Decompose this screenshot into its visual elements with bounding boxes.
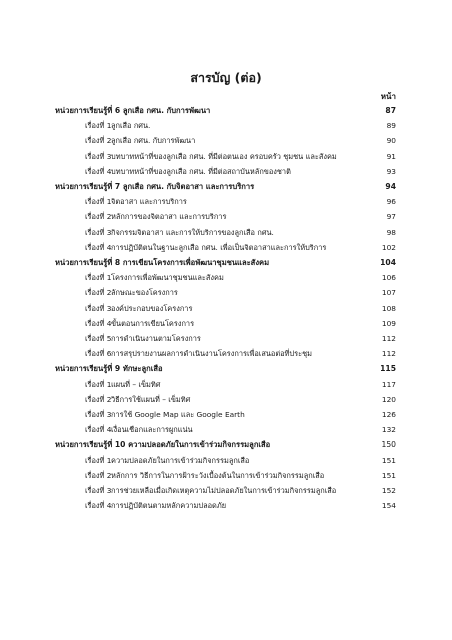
toc-page-number: 94 — [385, 182, 396, 192]
toc-entry-index: เรื่องที่ 1 — [85, 273, 112, 283]
toc-page-number: 150 — [381, 440, 396, 450]
toc-entry-index: เรื่องที่ 4 — [85, 501, 112, 511]
toc-entry-title: แผนที่ – เข็มทิศ — [111, 379, 161, 389]
toc-entry-title: การปฏิบัติตนตามหลักความปลอดภัย — [111, 501, 227, 511]
toc-page-number: 108 — [381, 303, 396, 313]
toc-entry-index: เรื่องที่ 4 — [85, 166, 112, 176]
toc-entry-title: หลักการของจิตอาสา และการบริการ — [111, 212, 227, 222]
toc-entry-index: เรื่องที่ 5 — [85, 334, 112, 344]
toc-entry-title: โครงการเพื่อพัฒนาชุมชนและสังคม — [111, 273, 224, 283]
toc-page-number: 112 — [381, 349, 396, 359]
toc-page-number: 151 — [381, 455, 396, 465]
toc-entry-index: เรื่องที่ 2 — [85, 470, 112, 480]
toc-entry-title: วิธีการใช้แผนที่ – เข็มทิศ — [111, 394, 191, 404]
toc-unit-row — [55, 437, 396, 452]
toc-entry-row — [55, 331, 396, 346]
toc-entry-index: เรื่องที่ 4 — [85, 242, 112, 252]
toc-page-number: 112 — [381, 334, 396, 344]
toc-unit-row — [55, 179, 396, 194]
toc-entry-index: เรื่องที่ 2 — [85, 136, 112, 146]
toc-entry-index: เรื่องที่ 3 — [85, 486, 112, 496]
toc-unit-title: หน่วยการเรียนรู้ที่ 6 ลูกเสือ กศน. กับการพัฒนา — [55, 106, 211, 115]
toc-entry-row — [55, 316, 396, 331]
toc-page-number: 107 — [381, 288, 396, 298]
toc-entry-title: กิจกรรมจิตอาสา และการให้บริการของลูกเสือ กศน. — [111, 227, 274, 237]
toc-unit-title: หน่วยการเรียนรู้ที่ 10 ความปลอดภัยในการเข้าร่วมกิจกรรมลูกเสือ — [55, 440, 271, 450]
toc-page-number: 87 — [385, 106, 396, 115]
toc-page-number: 98 — [386, 227, 396, 237]
toc-page-number: 89 — [386, 121, 396, 131]
toc-unit-title: หน่วยการเรียนรู้ที่ 8 การเขียนโครงการเพื่อพัฒนาชุมชนและสังคม — [55, 258, 270, 268]
toc-entry-row — [55, 498, 396, 513]
toc-entry-title: ขั้นตอนการเขียนโครงการ — [111, 318, 195, 328]
toc-entry-row — [55, 453, 396, 468]
toc-entry-index: เรื่องที่ 1 — [85, 121, 112, 131]
toc-entry-row — [55, 422, 396, 437]
toc-entry-row — [55, 392, 396, 407]
toc-entry-title: องค์ประกอบของโครงการ — [111, 303, 193, 313]
toc-entry-row — [55, 377, 396, 392]
page-column-header: หน้า — [380, 92, 396, 101]
toc-entry-row — [55, 483, 396, 498]
toc-entry-index: เรื่องที่ 1 — [85, 197, 112, 207]
toc-entry-row — [55, 194, 396, 209]
toc-page-number: 102 — [381, 242, 396, 252]
toc-page-number: 152 — [381, 486, 396, 496]
toc-entry-index: เรื่องที่ 2 — [85, 288, 112, 298]
toc-page-number: 93 — [386, 166, 396, 176]
toc-entry-index: เรื่องที่ 3 — [85, 151, 112, 161]
toc-entry-row — [55, 164, 396, 179]
toc-page-number: 126 — [381, 410, 396, 420]
toc-page-number: 104 — [380, 258, 396, 268]
toc-page-number: 90 — [386, 136, 396, 146]
toc-entry-title: จิตอาสา และการบริการ — [111, 197, 187, 207]
toc-entry-index: เรื่องที่ 3 — [85, 303, 112, 313]
toc-entry-index: เรื่องที่ 3 — [85, 410, 112, 420]
toc-unit-row — [55, 361, 396, 376]
toc-page-number: 115 — [380, 364, 396, 374]
toc-entry-index: เรื่องที่ 2 — [85, 394, 112, 404]
toc-entry-title: การดำเนินงานตามโครงการ — [111, 334, 201, 344]
toc-unit-title: หน่วยการเรียนรู้ที่ 7 ลูกเสือ กศน. กับจิตอาสา และการบริการ — [55, 182, 255, 192]
toc-entry-index: เรื่องที่ 6 — [85, 349, 112, 359]
toc-entry-row — [55, 133, 396, 148]
toc-entry-row — [55, 149, 396, 164]
toc-entry-title: การปฏิบัติตนในฐานะลูกเสือ กศน. เพื่อเป็นจิตอาสาและการให้บริการ — [111, 242, 327, 252]
toc-entry-row — [55, 118, 396, 133]
toc-entry-index: เรื่องที่ 3 — [85, 227, 112, 237]
toc-entry-row — [55, 225, 396, 240]
toc-entry-title: บทบาทหน้าที่ของลูกเสือ กศน. ที่มีต่อสถาบันหลักของชาติ — [111, 166, 291, 176]
toc-unit-row — [55, 255, 396, 270]
toc-unit-row — [55, 103, 396, 118]
toc-entry-row — [55, 285, 396, 300]
toc-page-number: 96 — [386, 197, 396, 207]
toc-entry-row — [55, 407, 396, 422]
toc-entry-row — [55, 209, 396, 224]
toc-entry-row — [55, 346, 396, 361]
toc-entry-title: การช่วยเหลือเมื่อเกิดเหตุความไม่ปลอดภัยในการเข้าร่วมกิจกรรมลูกเสือ — [111, 486, 337, 496]
toc-entry-title: บทบาทหน้าที่ของลูกเสือ กศน. ที่มีต่อตนเอง ครอบครัว ชุมชน และสังคม — [111, 151, 337, 161]
toc-entry-index: เรื่องที่ 4 — [85, 425, 112, 435]
toc-page-number: 106 — [381, 273, 396, 283]
toc-entry-index: เรื่องที่ 1 — [85, 455, 112, 465]
toc-entry-title: การใช้ Google Map และ Google Earth — [111, 410, 245, 420]
toc-entry-index: เรื่องที่ 1 — [85, 379, 112, 389]
toc-page-number: 132 — [381, 425, 396, 435]
toc-entry-title: ลูกเสือ กศน. — [111, 121, 151, 131]
toc-entry-title: เงื่อนเชือกและการผูกแน่น — [111, 425, 193, 435]
toc-unit-title: หน่วยการเรียนรู้ที่ 9 ทักษะลูกเสือ — [55, 364, 163, 374]
toc-entry-title: ลักษณะของโครงการ — [111, 288, 178, 298]
toc-entry-row — [55, 270, 396, 285]
toc-entry-row — [55, 301, 396, 316]
toc-page-number: 151 — [381, 470, 396, 480]
toc-entry-index: เรื่องที่ 2 — [85, 212, 112, 222]
page-title: สารบัญ (ต่อ) — [190, 70, 262, 85]
toc-entry-row — [55, 468, 396, 483]
toc-entry-title: หลักการ วิธีการในการฝ้าระวังเบื้องต้นในการเข้าร่วมกิจกรรมลูกเสือ — [111, 470, 325, 480]
toc-page-number: 120 — [381, 394, 396, 404]
toc-entry-title: ลูกเสือ กศน. กับการพัฒนา — [111, 136, 196, 146]
toc-page-number: 154 — [381, 501, 396, 511]
toc-page-number: 117 — [381, 379, 396, 389]
toc-entry-title: ความปลอดภัยในการเข้าร่วมกิจกรรมลูกเสือ — [111, 455, 250, 465]
toc-page-number: 91 — [386, 151, 396, 161]
toc-entry-index: เรื่องที่ 4 — [85, 318, 112, 328]
toc-page-number: 109 — [381, 318, 396, 328]
table-of-contents — [55, 103, 396, 513]
toc-page-number: 97 — [386, 212, 396, 222]
toc-entry-row — [55, 240, 396, 255]
toc-entry-title: การสรุปรายงานผลการดำเนินงานโครงการเพื่อเสนอต่อที่ประชุม — [111, 349, 312, 359]
